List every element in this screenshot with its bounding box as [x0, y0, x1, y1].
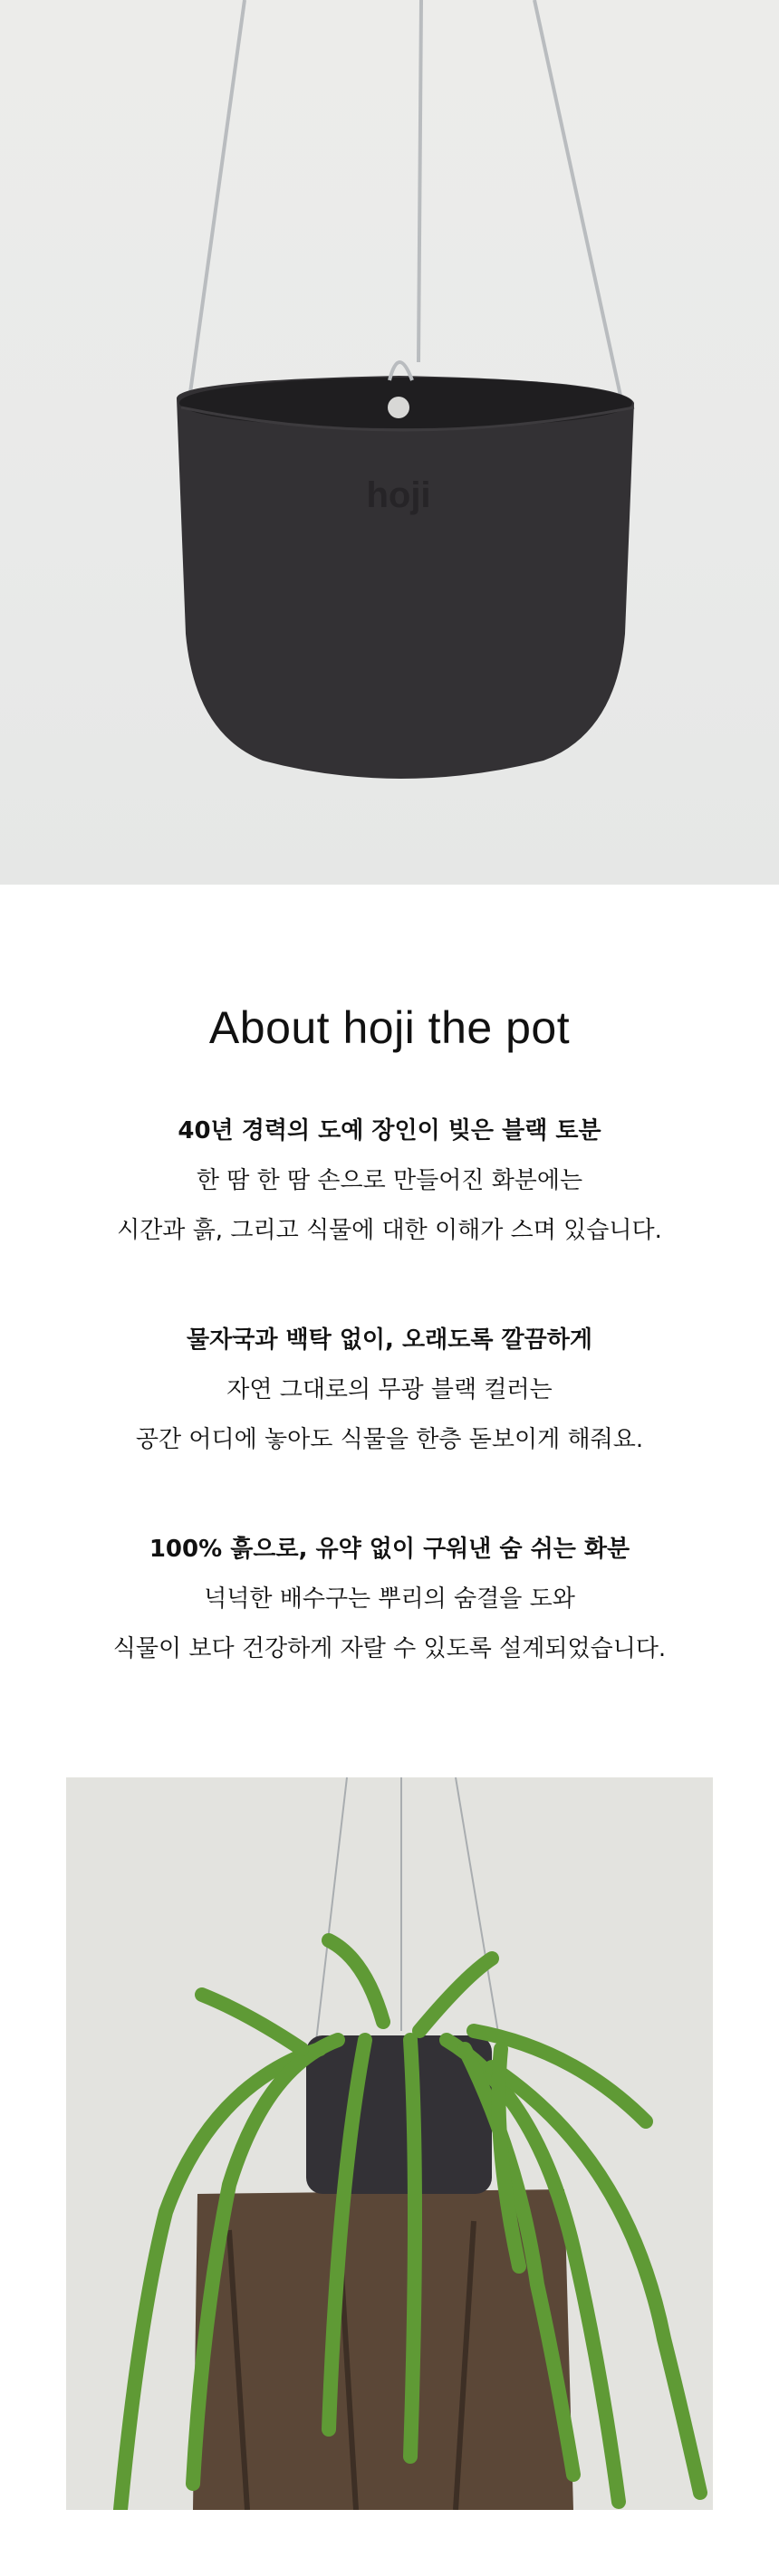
- feature-heading: 100% 흙으로, 유약 없이 구워낸 숨 쉬는 화분: [149, 1536, 630, 1563]
- feature-block-handmade: [0, 1106, 779, 1256]
- feature-line: 한 땀 한 땀 손으로 만들어진 화분에는: [196, 1167, 583, 1194]
- hanging-pot-illustration: [0, 0, 779, 885]
- feature-block-clean: [0, 1316, 779, 1465]
- lifestyle-plant-photo: [66, 1777, 713, 2510]
- feature-line: 넉넉한 배수구는 뿌리의 숨결을 도와: [204, 1585, 575, 1613]
- feature-line: 자연 그대로의 무광 블랙 컬러는: [226, 1376, 553, 1403]
- feature-heading: 40년 경력의 도예 장인이 빚은 블랙 토분: [178, 1117, 601, 1144]
- feature-block-breathable: [0, 1525, 779, 1674]
- hoji-logo-emboss: hoji: [366, 475, 431, 515]
- feature-line: 시간과 흙, 그리고 식물에 대한 이해가 스며 있습니다.: [117, 1217, 662, 1244]
- feature-heading: 물자국과 백탁 없이, 오래도록 깔끔하게: [187, 1326, 592, 1354]
- feature-line: 식물이 보다 건강하게 자랄 수 있도록 설계되었습니다.: [112, 1635, 667, 1662]
- hanging-plant-illustration: [66, 1777, 713, 2510]
- section-title: About hoji the pot: [208, 1002, 571, 1053]
- hero-product-photo: [0, 0, 779, 885]
- feature-line: 공간 어디에 놓아도 식물을 한층 돋보이게 해줘요.: [135, 1426, 644, 1453]
